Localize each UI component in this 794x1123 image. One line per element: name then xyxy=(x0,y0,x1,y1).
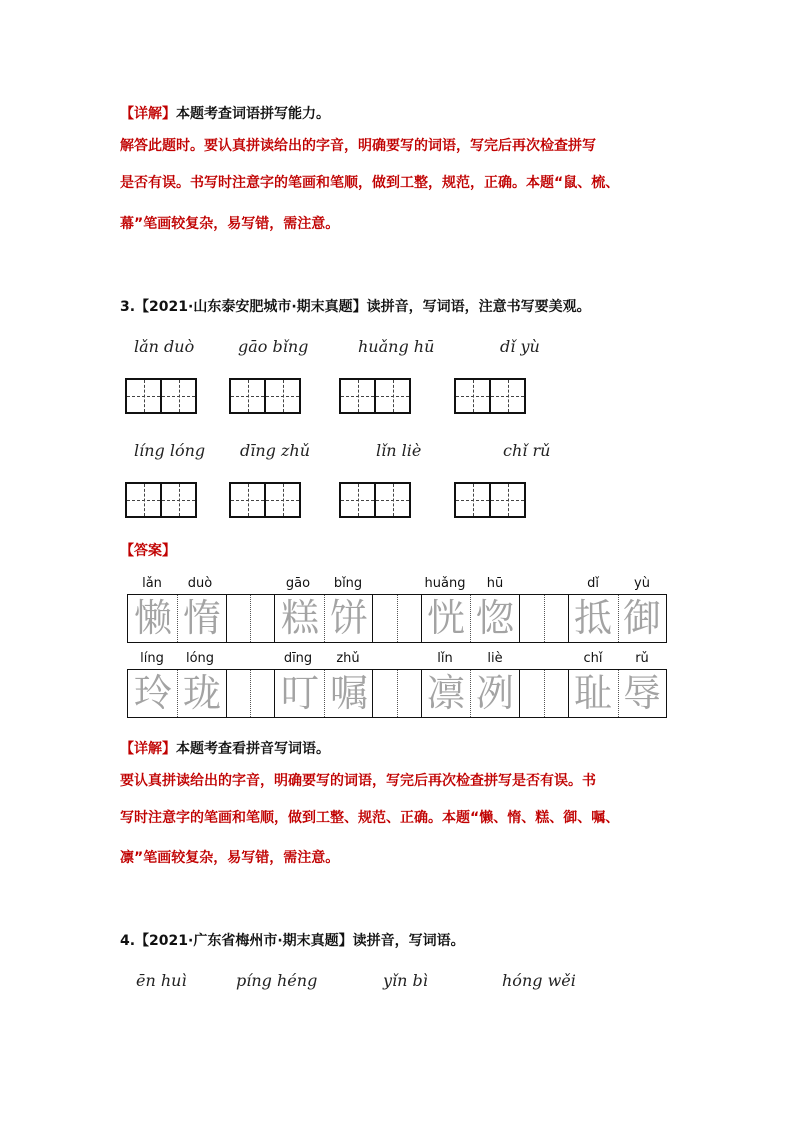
explanation-line: 凛”笔画较复杂，易写错，需注意。 xyxy=(120,850,340,866)
answer-pinyin: dīng xyxy=(283,651,313,666)
pinyin-prompt: gāo bǐng xyxy=(238,337,309,356)
writing-box[interactable] xyxy=(125,482,197,518)
answer-char: 玲 xyxy=(133,671,172,715)
pinyin-prompt: dǐ yù xyxy=(500,337,540,356)
answer-pinyin: huǎng xyxy=(424,576,466,591)
pinyin-prompt: huǎng hū xyxy=(358,337,435,356)
answer-char: 惰 xyxy=(182,596,221,640)
detail-line-1 xyxy=(120,103,330,123)
answer-pinyin: lóng xyxy=(185,651,215,666)
answer-pinyin: gāo xyxy=(285,576,311,591)
detail-text: 本题考查看拼音写词语。 xyxy=(176,741,330,757)
pinyin-prompt: dīng zhǔ xyxy=(240,441,311,460)
answer-pinyin: chǐ xyxy=(583,651,603,666)
detail-text: 本题考查词语拼写能力。 xyxy=(176,106,330,122)
pinyin-prompt: lǎn duò xyxy=(134,337,195,356)
pinyin-prompt: líng lóng xyxy=(134,441,206,460)
answer-char: 饼 xyxy=(329,596,368,640)
explanation-line: 解答此题时。要认真拼读给出的字音，明确要写的词语，写完后再次检查拼写 xyxy=(120,138,596,154)
answer-char: 耻 xyxy=(573,671,612,715)
writing-box[interactable] xyxy=(454,482,526,518)
answer-pinyin: rǔ xyxy=(635,651,649,666)
writing-box[interactable] xyxy=(454,378,526,414)
pinyin-prompt: ēn huì xyxy=(136,971,187,990)
answer-pinyin: liè xyxy=(487,651,503,666)
answer-pinyin: bǐng xyxy=(333,576,363,591)
explanation-line: 幕”笔画较复杂，易写错，需注意。 xyxy=(120,216,340,232)
pinyin-prompt: píng héng xyxy=(236,971,318,990)
answer-char: 惚 xyxy=(475,596,514,640)
explanation-line: 写时注意字的笔画和笔顺，做到工整、规范、正确。本题“懒、惰、糕、御、嘱、 xyxy=(120,810,620,826)
question-3-title: 3.【2021·山东泰安肥城市·期末真题】读拼音，写词语，注意书写要美观。 xyxy=(120,299,591,315)
answer-char: 恍 xyxy=(426,596,465,640)
explanation-line: 是否有误。书写时注意字的笔画和笔顺，做到工整，规范，正确。本题“鼠、梳、 xyxy=(120,175,620,191)
answer-grid-row-1 xyxy=(127,594,667,643)
answer-char: 嘱 xyxy=(329,671,368,715)
detail-line-1 xyxy=(120,738,330,758)
detail-tag: 【详解】 xyxy=(120,741,176,757)
explanation-line: 要认真拼读给出的字音，明确要写的词语，写完后再次检查拼写是否有误。书 xyxy=(120,773,596,789)
answer-char: 叮 xyxy=(280,671,319,715)
answer-char: 凛 xyxy=(426,671,465,715)
answer-pinyin: duò xyxy=(187,576,213,591)
writing-box[interactable] xyxy=(339,378,411,414)
pinyin-prompt: yǐn bì xyxy=(383,971,428,990)
answer-char: 珑 xyxy=(182,671,221,715)
answer-char: 御 xyxy=(622,596,661,640)
answer-pinyin: lǎn xyxy=(142,576,162,591)
writing-box[interactable] xyxy=(229,482,301,518)
answer-char: 抵 xyxy=(573,596,612,640)
writing-box[interactable] xyxy=(229,378,301,414)
answer-pinyin: zhǔ xyxy=(336,651,360,666)
answer-grid-row-2 xyxy=(127,669,667,718)
answer-char: 冽 xyxy=(475,671,514,715)
answer-tag: 【答案】 xyxy=(120,543,176,559)
pinyin-prompt: lǐn liè xyxy=(376,441,422,460)
answer-char: 懒 xyxy=(133,596,172,640)
answer-char: 辱 xyxy=(622,671,661,715)
writing-box[interactable] xyxy=(339,482,411,518)
answer-pinyin: yù xyxy=(634,576,650,591)
question-4-title: 4.【2021·广东省梅州市·期末真题】读拼音，写词语。 xyxy=(120,933,465,949)
answer-pinyin: dǐ xyxy=(587,576,599,591)
answer-pinyin: lǐn xyxy=(437,651,453,666)
writing-box[interactable] xyxy=(125,378,197,414)
pinyin-prompt: hóng wěi xyxy=(502,971,576,990)
answer-char: 糕 xyxy=(280,596,319,640)
answer-pinyin: líng xyxy=(140,651,164,666)
pinyin-prompt: chǐ rǔ xyxy=(503,441,551,460)
detail-tag: 【详解】 xyxy=(120,106,176,122)
answer-pinyin: hū xyxy=(486,576,504,591)
